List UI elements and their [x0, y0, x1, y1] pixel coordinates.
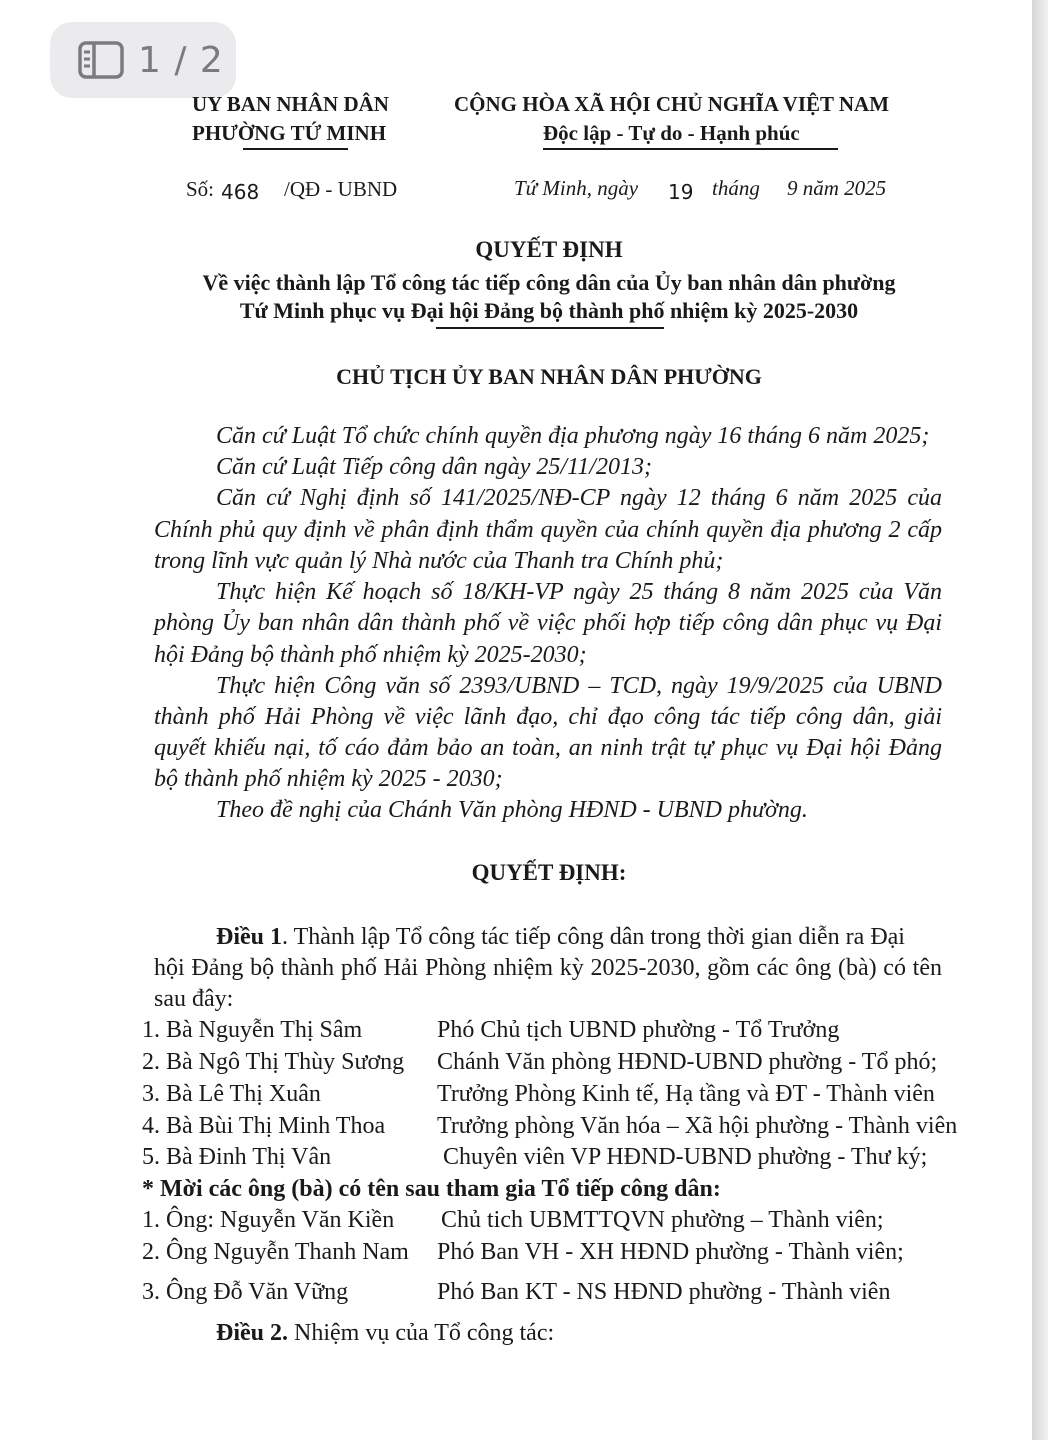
invite-heading: * Mời các ông (bà) có tên sau tham gia Tổ tiếp công dân: — [142, 1176, 721, 1202]
preamble-line: Căn cứ Nghị định số 141/2025/NĐ-CP ngày 12 tháng 6 năm 2025 của — [216, 485, 942, 511]
article1-line1 — [216, 925, 942, 949]
subject-line1: Về việc thành lập Tổ công tác tiếp công dân của Ủy ban nhân dân phường — [202, 270, 896, 295]
preamble-line: Thực hiện Kế hoạch số 18/KH-VP ngày 25 tháng 8 năm 2025 của Văn — [216, 579, 942, 605]
invitee-name: 2. Ông Nguyễn Thanh Nam — [142, 1239, 409, 1265]
decision-heading: QUYẾT ĐỊNH: — [471, 860, 627, 885]
article2-line — [216, 1321, 554, 1345]
country-heading: CỘNG HÒA XÃ HỘI CHỦ NGHĨA VIỆT NAM — [454, 92, 890, 116]
invitee-role: Phó Ban VH - XH HĐND phường - Thành viên; — [437, 1239, 904, 1265]
preamble-line: Theo đề nghị của Chánh Văn phòng HĐND - UBND phường. — [216, 797, 808, 823]
preamble-line: Chính phủ quy định về phân định thẩm quyền của chính quyền địa phương 2 cấp — [154, 517, 942, 543]
article1-line3: sau đây: — [154, 986, 234, 1012]
member-name: 4. Bà Bùi Thị Minh Thoa — [142, 1113, 386, 1139]
member-role: Phó Chủ tịch UBND phường - Tổ Trưởng — [437, 1017, 840, 1043]
issuer-underline — [243, 148, 348, 150]
viewer-edge — [1032, 0, 1048, 1440]
preamble-line: thành phố Hải Phòng về việc lãnh đạo, chỉ đạo công tác tiếp công dân, giải — [154, 704, 942, 730]
preamble-line: Căn cứ Luật Tiếp công dân ngày 25/11/2013; — [216, 454, 652, 480]
date-month-label: tháng — [712, 176, 760, 200]
page-indicator[interactable] — [50, 22, 236, 98]
preamble-line: hội Đảng bộ thành phố nhiệm kỳ 2025-2030; — [154, 642, 587, 668]
doc-number-label: Số: — [186, 177, 215, 201]
subject-underline — [436, 327, 664, 329]
member-name: 1. Bà Nguyễn Thị Sâm — [142, 1017, 363, 1043]
invitee-name: 1. Ông: Nguyễn Văn Kiền — [142, 1207, 395, 1233]
article2-text: Nhiệm vụ của Tổ công tác: — [288, 1320, 555, 1346]
motto-underline — [543, 148, 838, 150]
preamble-line: phòng Ủy ban nhân dân thành phố về việc phối hợp tiếp công dân phục vụ Đại — [154, 610, 942, 636]
subject-line2: Tứ Minh phục vụ Đại hội Đảng bộ thành phố nhiệm kỳ 2025-2030 — [239, 298, 859, 323]
member-name: 3. Bà Lê Thị Xuân — [142, 1081, 321, 1107]
member-role: Chuyên viên VP HĐND-UBND phường - Thư ký; — [443, 1144, 928, 1170]
preamble-line: quyết khiếu nại, tố cáo đảm bảo an toàn, an ninh trật tự phục vụ Đại hội Đảng — [154, 735, 942, 761]
preamble-line: Thực hiện Công văn số 2393/UBND – TCD, ngày 19/9/2025 của UBND — [216, 673, 942, 699]
member-role: Chánh Văn phòng HĐND-UBND phường - Tổ phó; — [437, 1049, 938, 1075]
member-name: 5. Bà Đinh Thị Vân — [142, 1144, 332, 1170]
preamble-line: Căn cứ Luật Tổ chức chính quyền địa phương ngày 16 tháng 6 năm 2025; — [216, 423, 930, 449]
authority-heading: CHỦ TỊCH ỦY BAN NHÂN DÂN PHƯỜNG — [336, 364, 762, 389]
preamble-line: trong lĩnh vực quản lý Nhà nước của Thanh tra Chính phủ; — [154, 548, 724, 574]
invitee-name: 3. Ông Đỗ Văn Vững — [142, 1279, 349, 1305]
doc-number-suffix: /QĐ - UBND — [284, 177, 398, 201]
issuer-line1: UY BAN NHÂN DÂN — [192, 92, 389, 116]
article1-label: Điều 1 — [216, 924, 282, 950]
invitee-role: Chủ tich UBMTTQVN phường – Thành viên; — [441, 1207, 884, 1233]
place-date-prefix: Tứ Minh, ngày — [514, 176, 639, 200]
date-day: 19 — [668, 180, 694, 204]
issuer-line2: PHƯỜNG TỨ MINH — [192, 121, 387, 145]
sidebar-panel-icon — [78, 41, 124, 79]
member-role: Trưởng Phòng Kinh tế, Hạ tầng và ĐT - Thành viên — [437, 1081, 935, 1107]
motto: Độc lập - Tự do - Hạnh phúc — [543, 121, 800, 145]
member-role: Trưởng phòng Văn hóa – Xã hội phường - Thành viên — [437, 1113, 958, 1139]
page-indicator-text: 1 / 2 — [138, 39, 224, 81]
invitee-role: Phó Ban KT - NS HĐND phường - Thành viên — [437, 1279, 891, 1305]
member-name: 2. Bà Ngô Thị Thùy Sương — [142, 1049, 405, 1075]
article2-label: Điều 2. — [216, 1320, 288, 1346]
article1-text: . Thành lập Tổ công tác tiếp công dân trong thời gian diễn ra Đại — [282, 924, 905, 950]
article1-line2: hội Đảng bộ thành phố Hải Phòng nhiệm kỳ 2025-2030, gồm các ông (bà) có tên — [154, 955, 942, 981]
document-title: QUYẾT ĐỊNH — [475, 237, 623, 262]
doc-number-value: 468 — [221, 180, 260, 204]
preamble-line: bộ thành phố nhiệm kỳ 2025 - 2030; — [154, 766, 503, 792]
date-month-year: 9 năm 2025 — [787, 176, 887, 200]
